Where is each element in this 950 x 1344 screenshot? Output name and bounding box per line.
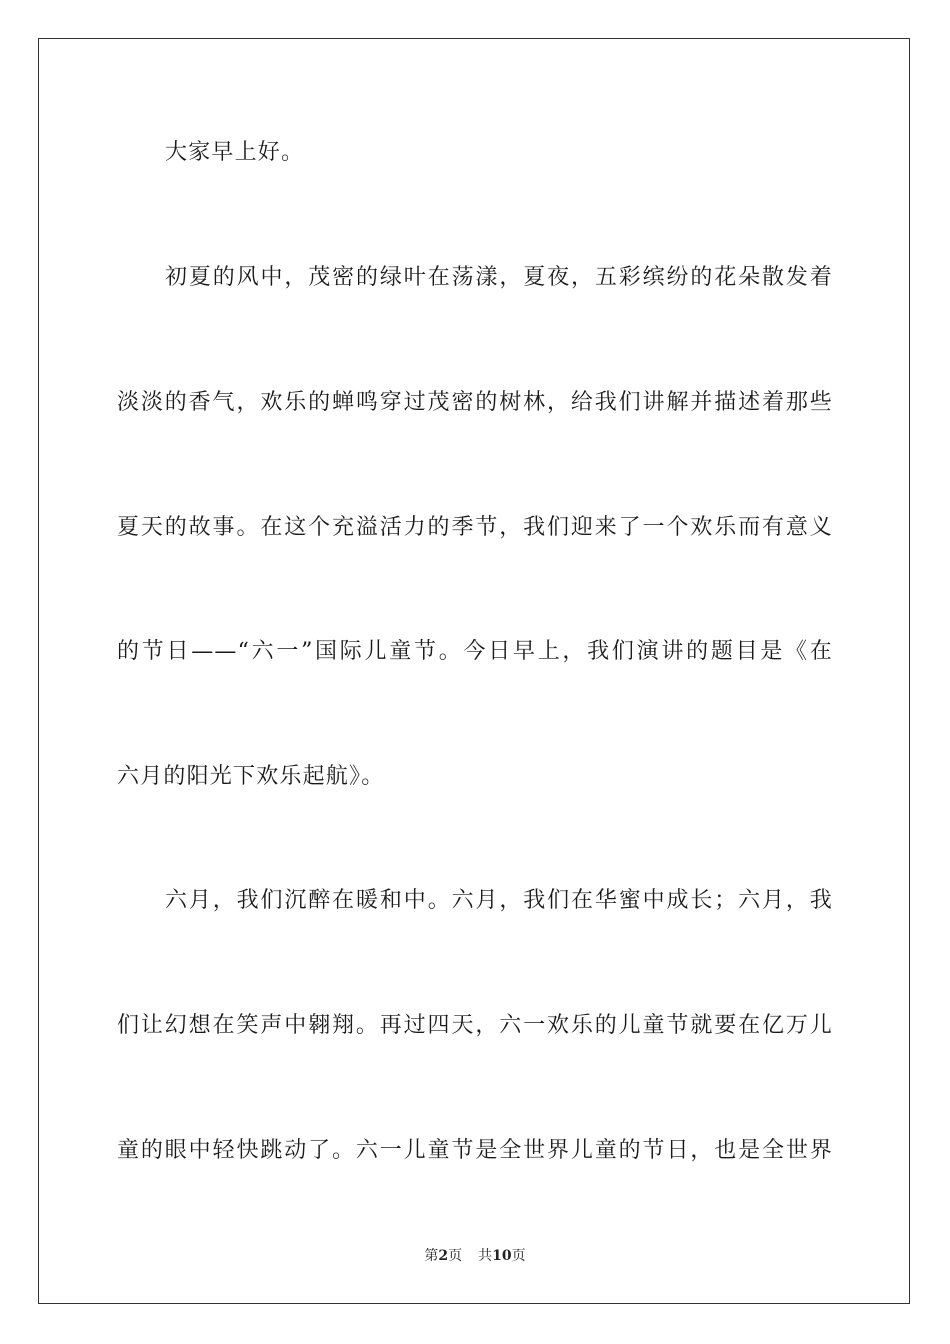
paragraph-line: 初夏的风中，茂密的绿叶在荡漾，夏夜，五彩缤纷的花朵散发着 xyxy=(165,265,833,290)
paragraph-line: 们让幻想在笑声中翱翔。再过四天，六一欢乐的儿童节就要在亿万儿 xyxy=(117,1013,833,1038)
paragraph-line: 六月的阳光下欢乐起航》。 xyxy=(117,764,385,789)
page-border xyxy=(38,38,910,1304)
paragraph-line: 淡淡的香气，欢乐的蝉鸣穿过茂密的树林，给我们讲解并描述着那些 xyxy=(117,390,833,415)
paragraph-line: 的节日——“六一”国际儿童节。今日早上，我们演讲的题目是《在 xyxy=(117,639,833,664)
page-total: 10 xyxy=(492,1248,512,1264)
page-unit: 页 xyxy=(448,1248,463,1264)
paragraph-line: 大家早上好。 xyxy=(165,140,305,165)
page-current: 2 xyxy=(438,1248,449,1264)
paragraph-line: 童的眼中轻快跳动了。六一儿童节是全世界儿童的节日，也是全世界 xyxy=(117,1138,833,1163)
total-prefix: 共 xyxy=(478,1248,493,1264)
total-unit: 页 xyxy=(511,1248,526,1264)
page-footer xyxy=(0,1246,950,1266)
page-prefix: 第 xyxy=(424,1248,439,1264)
paragraph-line: 六月，我们沉醉在暖和中。六月，我们在华蜜中成长；六月，我 xyxy=(165,888,833,913)
paragraph-line: 夏天的故事。在这个充溢活力的季节，我们迎来了一个欢乐而有意义 xyxy=(117,515,833,540)
